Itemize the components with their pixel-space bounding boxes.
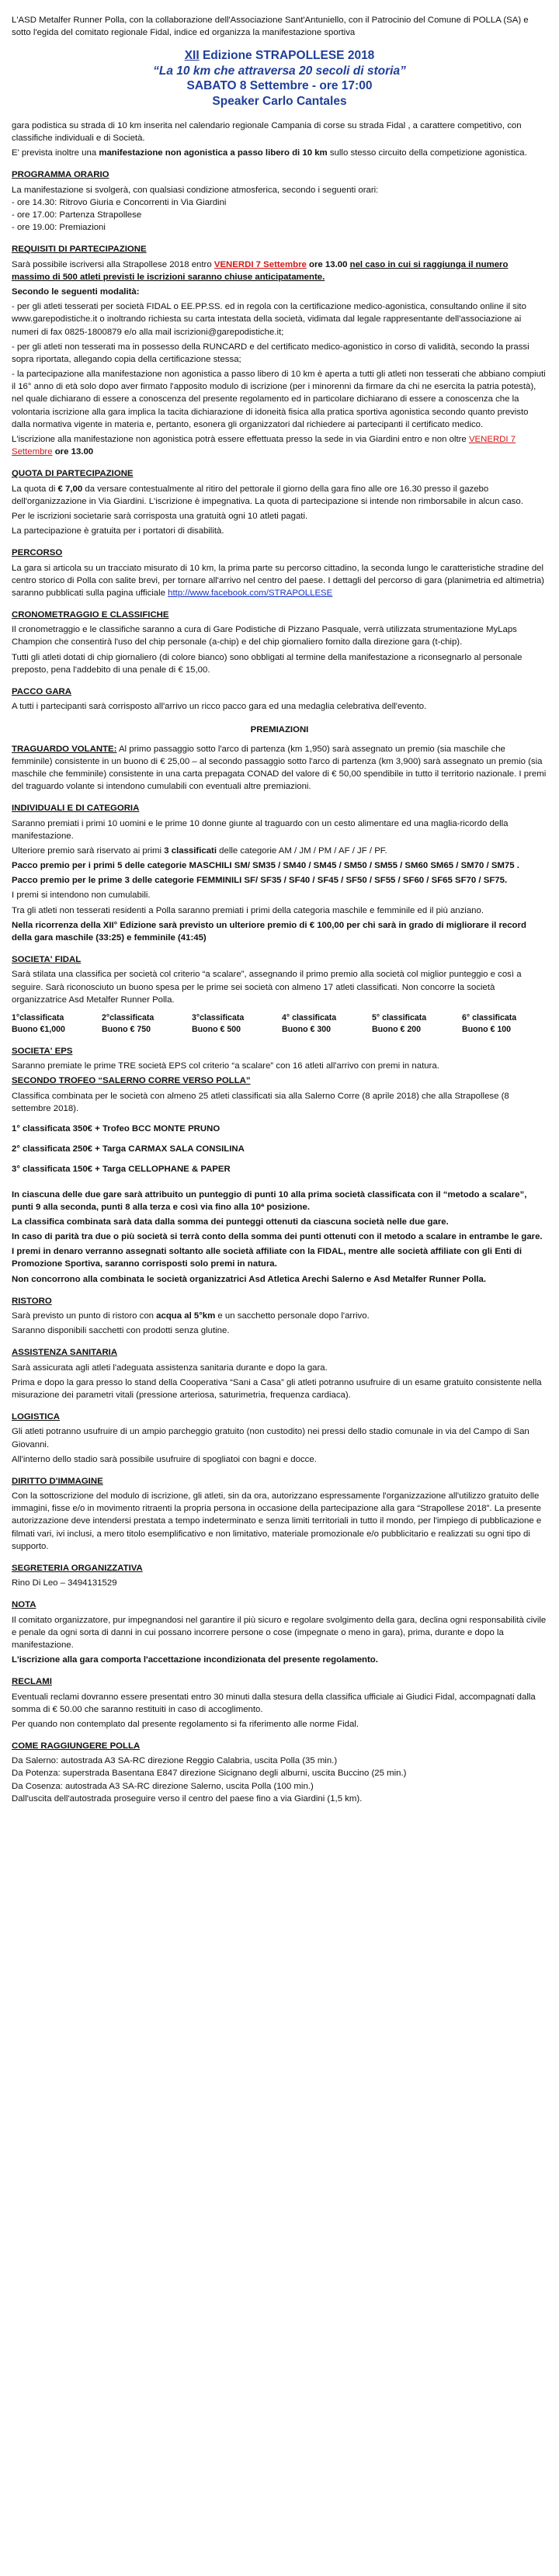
prize-value: Buono € 300 xyxy=(282,1024,331,1034)
prize-cell xyxy=(192,1012,277,1036)
ristoro-section xyxy=(12,1295,547,1338)
quota-p3: La partecipazione è gratuita per i portatori di disabilità. xyxy=(12,526,224,536)
individuali-p6: Tra gli atleti non tesserati residenti a Polla saranno premiati i primi della categoria maschile e femminile ed il più anziano. xyxy=(12,905,484,915)
prize-cell xyxy=(462,1012,547,1036)
individuali-p2 xyxy=(12,845,547,857)
quota-p1 xyxy=(12,483,547,508)
description-p2 xyxy=(12,147,547,159)
requisiti-p5 xyxy=(12,433,547,458)
cronometraggio-section xyxy=(12,609,547,676)
logistica-p2: All'interno dello stadio sarà possibile usufruire di spogliatoi con bagni e docce. xyxy=(12,1454,317,1464)
programma-line: - ore 19.00: Premiazioni xyxy=(12,223,106,233)
req-hour: ore 13.00 xyxy=(52,447,94,457)
trofeo-rules4: I premi in denaro verranno assegnati soltanto alle società affiliate con la FIDAL, mentre alle società affiliate con gli Enti di Promozione Sportiva, saranno corrisposti solo premi in natura. xyxy=(12,1247,523,1269)
description-p1: gara podistica su strada di 10 km inserita nel calendario regionale Campania di corse su strada Fidal , a carattere competitivo, con classifiche individuali e di Società. xyxy=(12,120,522,144)
prize-position: 3°classificata xyxy=(192,1012,245,1022)
ind-bold: 3 classificati xyxy=(164,845,217,856)
prize-cell xyxy=(12,1012,97,1036)
trofeo-prize-3: 3° classificata 150€ + Targa CELLOPHANE & PAPER xyxy=(12,1165,231,1175)
trofeo-section xyxy=(12,1074,547,1285)
quota-title: QUOTA DI PARTECIPAZIONE xyxy=(12,469,134,479)
req-text: L'iscrizione alla manifestazione non agonistica potrà essere effettuata presso la sede in via Giardini entro e non oltre xyxy=(12,435,469,444)
eps-p1: Saranno premiate le prime TRE società EPS col criterio “a scalare” con 16 atleti all'arrivo con premi in natura. xyxy=(12,1061,439,1071)
logistica-p1: Gli atleti potranno usufruire di un ampio parcheggio gratuito (non custodito) nei pressi dello stadio comunale in via del Campo di San Giovanni. xyxy=(12,1427,529,1449)
trofeo-prize-1: 1° classificata 350€ + Trofeo BCC MONTE PRUNO xyxy=(12,1123,220,1134)
reclami-p1: Eventuali reclami dovranno essere presentati entro 30 minuti dalla stesura della classifica ufficiale ai Giudici Fidal, accompagnati dalla somma di € 50.00 che saranno restituiti in caso di accoglimento. xyxy=(12,1692,536,1714)
ristoro-text-end: e un sacchetto personale dopo l'arrivo. xyxy=(215,1311,370,1321)
individuali-p7: Nella ricorrenza della XII° Edizione sarà previsto un ulteriore premio di € 100,00 per chi sarà in grado di migliorare il record della gara maschile (33:25) e femminile (41:45) xyxy=(12,920,526,943)
regulation-document xyxy=(12,0,547,1821)
segreteria-section xyxy=(12,1562,547,1589)
come-line: Dall'uscita dell'autostrada proseguire verso il centro del paese fino a via Giardini (1,5 km). xyxy=(12,1793,363,1804)
event-slogan: “La 10 km che attraversa 20 secoli di storia” xyxy=(153,64,406,78)
requisiti-title: REQUISITI DI PARTECIPAZIONE xyxy=(12,245,147,255)
come-section xyxy=(12,1740,547,1805)
individuali-p3: Pacco premio per i primi 5 delle categorie MASCHILI SM/ SM35 / SM40 / SM45 / SM50 / SM55 / SM60 SM65 / SM70 / SM75 . xyxy=(12,861,519,871)
event-title-block xyxy=(12,48,547,109)
prize-value: Buono € 750 xyxy=(102,1024,151,1034)
come-line: Da Potenza: superstrada Basentana E847 direzione Sicignano degli alburni, uscita Buccino (25 min.) xyxy=(12,1769,407,1779)
cronometraggio-p2: Tutti gli atleti dotati di chip giornaliero (di colore bianco) sono obbligati al termine della manifestazione a riconsegnarlo al personale preposto, pena l'addebito di una penale di € 15,00. xyxy=(12,652,523,675)
prize-position: 2°classificata xyxy=(102,1012,155,1022)
prize-value: Buono €1,000 xyxy=(12,1024,65,1034)
trofeo-rules5: Non concorrono alla combinata le società organizzatrici Asd Atletica Arechi Salerno e Asd Metalfer Runner Polla. xyxy=(12,1274,487,1284)
requisiti-p3: - per gli atleti non tesserati ma in possesso della RUNCARD e del certificato medico-agonistico in corso di validità, secondo la prassi sopra riportata, allegando copia della certificazione stessa; xyxy=(12,342,529,364)
desc-text: E' prevista inoltre una xyxy=(12,148,99,158)
prize-value: Buono € 200 xyxy=(372,1024,421,1034)
edition-name: Edizione STRAPOLLESE 2018 xyxy=(199,49,375,63)
nota-section xyxy=(12,1599,547,1666)
immagine-section xyxy=(12,1475,547,1553)
trofeo-rules: In ciascuna delle due gare sarà attribuito un punteggio di punti 10 alla prima società classificata con il “metodo a scalare”, punti 9 alla seconda, punti 8 alla terza e così via fino alla 10ª posizione. xyxy=(12,1189,527,1212)
programma-section xyxy=(12,168,547,234)
assistenza-p2: Prima e dopo la gara presso lo stand della Cooperativa “Sani a Casa” gli atleti potranno usufruire di un esame gratuito consistente nella misurazione dei parametri vitali (pressione arteriosa, saturimetria, frequenza cardiaca). xyxy=(12,1377,542,1400)
ristoro-p1 xyxy=(12,1310,547,1322)
segreteria-title: SEGRETERIA ORGANIZZATIVA xyxy=(12,1564,143,1573)
event-date: SABATO 8 Settembre - ore 17:00 xyxy=(186,79,373,93)
immagine-p1: Con la sottoscrizione del modulo di iscrizione, gli atleti, sin da ora, autorizzano espressamente l'organizzazione all'utilizzo gratuito delle immagini, fisse e/o in movimento ritraenti la propria persona in occasione della partecipazione alla gara “Strapollese 2018”. La presente autorizzazione deve intendersi prestata a tempo indeterminato e senza limiti territoriali in tutto il mondo, per l'impiego di pubblicazione e filmati vari, ivi inclusi, a mero titolo esemplificativo e non limitativo, materiale promozionale e/o pubblicitario e realizzati su ogni tipo di supporto. xyxy=(12,1491,542,1551)
individuali-title: INDIVIDUALI E DI CATEGORIA xyxy=(12,804,140,814)
reclami-section xyxy=(12,1675,547,1731)
programma-line: - ore 14.30: Ritrovo Giuria e Concorrenti in Via Giardini xyxy=(12,197,227,207)
prize-cell xyxy=(282,1012,367,1036)
cronometraggio-p1: Il cronometraggio e le classifiche saranno a cura di Gare Podistiche di Pizzano Pasquale, verrà utilizzata strumentazione MyLaps Champion che consentirà l'uso del chip personale (a-chip) e del chip giornaliero fornito dalla direzione gara (t-chip). xyxy=(12,625,517,647)
reclami-title: RECLAMI xyxy=(12,1677,52,1687)
requisiti-p2: - per gli atleti tesserati per società FIDAL o EE.PP.SS. ed in regola con la certificazione medico-agonistica, consultando online il sito www.garepodistiche.it o inoltrando richiesta su carta intestata della società, vidimata dal legale rappresentante dell'associazione ai numeri di fax 0825-1800879 e/o alla mail iscrizioni@garepodistiche.it; xyxy=(12,302,526,337)
percorso-title: PERCORSO xyxy=(12,548,63,558)
ristoro-title: RISTORO xyxy=(12,1296,52,1306)
intro-paragraph: L'ASD Metalfer Runner Polla, con la collaborazione dell'Associazione Sant'Antuniello, con il Patrocinio del Comune di POLLA (SA) e sotto l'egida del comitato regionale Fidal, indice ed organizza la manifestazione sportiva xyxy=(12,16,529,38)
prize-position: 4° classificata xyxy=(282,1012,337,1022)
ind-text-end: delle categorie AM / JM / PM / AF / JF / PF. xyxy=(217,845,387,856)
come-line: Da Salerno: autostrada A3 SA-RC direzione Reggio Calabria, uscita Polla (35 min.) xyxy=(12,1756,338,1766)
desc-bold: manifestazione non agonistica a passo libero di 10 km xyxy=(99,148,328,158)
quota-text: La quota di xyxy=(12,484,58,494)
societa-title: SOCIETA' FIDAL xyxy=(12,955,82,965)
ristoro-bold: acqua al 5°km xyxy=(156,1311,216,1321)
individuali-p5: I premi si intendono non cumulabili. xyxy=(12,890,151,901)
individuali-p4: Pacco premio per le prime 3 delle categorie FEMMINILI SF/ SF35 / SF40 / SF45 / SF50 / SF55 / SF60 / SF65 SF70 / SF75. xyxy=(12,876,508,886)
quota-p2: Per le iscrizioni societarie sarà corrisposta una gratuità ogni 10 atleti pagati. xyxy=(12,511,308,521)
nota-p1: Il comitato organizzatore, pur impegnandosi nel garantire il più sicuro e regolare svolgimento della gara, declina ogni responsabilità civile e penale da ogni sorta di danni in cui possano incorrere persone o cose (impegnate o meno in gara), prima, durante e dopo la manifestazione. xyxy=(12,1615,547,1650)
desc-text-end: sullo stesso circuito della competizione agonistica. xyxy=(327,148,527,158)
prize-value: Buono € 500 xyxy=(192,1024,241,1034)
trofeo-title: SECONDO TROFEO “SALERNO CORRE VERSO POLLA” xyxy=(12,1076,251,1086)
quota-text-end: da versare contestualmente al ritiro del pettorale il giorno della gara fino alle ore 16.30 presso il gazebo dell'organizzazione in Via Giardini. L'iscrizione è impegnativa. La quota di partecipazione si intende non rimborsabile in alcun caso. xyxy=(12,484,523,506)
nota-p2: L'iscrizione alla gara comporta l'accettazione incondizionata del presente regolamento. xyxy=(12,1655,378,1665)
req-text: Sarà possibile iscriversi alla Strapollese 2018 entro xyxy=(12,259,214,269)
programma-line: La manifestazione si svolgerà, con qualsiasi condizione atmosferica, secondo i seguenti orari: xyxy=(12,185,379,195)
logistica-section xyxy=(12,1411,547,1466)
prize-value: Buono € 100 xyxy=(462,1024,511,1034)
req-deadline: VENERDI 7 Settembre xyxy=(214,259,307,269)
individuali-section xyxy=(12,802,547,944)
trofeo-prize-2: 2° classificata 250€ + Targa CARMAX SALA CONSILINA xyxy=(12,1144,245,1154)
assistenza-p1: Sarà assicurata agli atleti l'adeguata assistenza sanitaria durante e dopo la gara. xyxy=(12,1363,328,1373)
trofeo-p1: Classifica combinata per le società con almeno 25 atleti classificati sia alla Salerno Corre (8 aprile 2018) che alla Strapollese (8 settembre 2018). xyxy=(12,1091,509,1113)
req-hour: ore 13.00 xyxy=(306,259,350,269)
prize-cell xyxy=(102,1012,187,1036)
requisiti-p4: - la partecipazione alla manifestazione non agonistica a passo libero di 10 km è aperta a tutti gli atleti non tesserati che abbiano compiuti il 16° anno di età solo dopo aver firmato l'apposito modulo di iscrizione (per i minorenni da firmare da chi ne esercita la patria potestà), nel quale dichiarano di essere a conoscenza del presente regolamento ed in particolare dichiarano di essere a conoscenza che la volontaria iscrizione alla gara implica la tacita dichiarazione di idoneità fisica alla pratica sportiva agonistica secondo quanto previsto dalla normativa vigente in materia e, pertanto, esonera gli organizzatori dal richiedere ai partecipanti il certificato medico. xyxy=(12,370,546,429)
requisiti-modalita: Secondo le seguenti modalità: xyxy=(12,286,140,297)
percorso-section xyxy=(12,547,547,599)
pacco-title: PACCO GARA xyxy=(12,687,71,696)
cronometraggio-title: CRONOMETRAGGIO E CLASSIFICHE xyxy=(12,610,169,620)
societa-section xyxy=(12,953,547,1036)
immagine-title: DIRITTO D'IMMAGINE xyxy=(12,1476,103,1486)
ristoro-text: Sarà previsto un punto di ristoro con xyxy=(12,1311,157,1321)
individuali-p1: Saranno premiati i primi 10 uomini e le prime 10 donne giunte al traguardo con un cesto alimentare ed una maglia-ricordo della manifestazione. xyxy=(12,818,509,841)
quota-section xyxy=(12,467,547,537)
logistica-title: LOGISTICA xyxy=(12,1412,61,1422)
ristoro-p2: Saranno disponibili sacchetti con prodotti senza glutine. xyxy=(12,1326,230,1336)
traguardo-text: Al primo passaggio sotto l'arco di partenza (km 1,950) sarà assegnato un premio (sia maschile che femminile) consistente in un buono di € 25,00 – al secondo passaggio sotto l'arco di partenza (km 3,900) sarà assegnato un premio (sia maschile che femminile) consistente in una carta prepagata CONAD del valore di € 50,00 spendibile in tutto il territorio nazionale. I premi del traguardo volante si intendono cumulabili con eventuali altre premiazioni. xyxy=(12,744,547,792)
trofeo-rules2: La classifica combinata sarà data dalla somma dei punteggi ottenuti da ciascuna società nelle due gare. xyxy=(12,1217,449,1227)
assistenza-section xyxy=(12,1346,547,1401)
eps-section xyxy=(12,1045,547,1072)
prize-cell xyxy=(372,1012,457,1036)
percorso-p1 xyxy=(12,562,547,600)
segreteria-contact: Rino Di Leo – 3494131529 xyxy=(12,1578,117,1588)
edition-number: XII xyxy=(184,49,200,63)
prize-position: 1°classificata xyxy=(12,1012,64,1022)
come-line: Da Cosenza: autostrada A3 SA-RC direzione Salerno, uscita Polla (100 min.) xyxy=(12,1781,314,1791)
prize-position: 6° classificata xyxy=(462,1012,517,1022)
percorso-text: La gara si articola su un tracciato misurato di 10 km, la prima parte su percorso cittadino, la seconda lungo le caratteristiche stradine del centro storico di Polla con salite brevi, per tornare all'arrivo nel centro del paese. I dettagli del percorso di gara (planimetria ed altimetria) saranno pubblicati sulla pagina ufficiale xyxy=(12,563,544,598)
societa-p1: Sarà stilata una classifica per società col criterio “a scalare”, assegnando il primo premio alla società col miglior punteggio e così a seguire. Sarà riconosciuto un buono spesa per le prime sei società con almeno 17 atleti classificati. Non concorre la società organizzatrice Asd Metalfer Runner Polla. xyxy=(12,970,522,1005)
req-limit: nel caso in cui si raggiunga il numero massimo di 500 atleti previsti le iscrizioni saranno chiuse anticipatamente. xyxy=(12,259,509,282)
prize-position: 5° classificata xyxy=(372,1012,427,1022)
quota-amount: € 7,00 xyxy=(57,484,83,494)
requisiti-section xyxy=(12,243,547,458)
edition-title xyxy=(12,48,547,63)
pacco-p1: A tutti i partecipanti sarà corrisposto all'arrivo un ricco pacco gara ed una medaglia celebrativa dell'evento. xyxy=(12,702,427,712)
reclami-p2: Per quando non contemplato dal presente regolamento si fa riferimento alle norme Fidal. xyxy=(12,1719,359,1729)
requisiti-p1 xyxy=(12,259,547,283)
traguardo-paragraph xyxy=(12,743,547,793)
trofeo-rules3: In caso di parità tra due o più società si terrà conto della somma dei punti ottenuti con il metodo a scalare in entrambe le gare. xyxy=(12,1232,543,1242)
facebook-link[interactable]: http://www.facebook.com/STRAPOLLESE xyxy=(168,588,333,598)
req-deadline: VENERDI 7 Settembre xyxy=(12,435,516,457)
pacco-section xyxy=(12,686,547,713)
come-title: COME RAGGIUNGERE POLLA xyxy=(12,1741,141,1751)
programma-line: - ore 17.00: Partenza Strapollese xyxy=(12,210,142,220)
programma-title: PROGRAMMA ORARIO xyxy=(12,170,109,180)
ind-text: Ulteriore premio sarà riservato ai primi xyxy=(12,845,165,856)
event-speaker: Speaker Carlo Cantales xyxy=(212,94,347,108)
premiazioni-title: PREMIAZIONI xyxy=(250,725,309,735)
nota-title: NOTA xyxy=(12,1600,36,1610)
assistenza-title: ASSISTENZA SANITARIA xyxy=(12,1348,118,1358)
traguardo-label: TRAGUARDO VOLANTE: xyxy=(12,744,117,754)
eps-title: SOCIETA' EPS xyxy=(12,1047,73,1056)
societa-prizes-table xyxy=(12,1012,547,1036)
